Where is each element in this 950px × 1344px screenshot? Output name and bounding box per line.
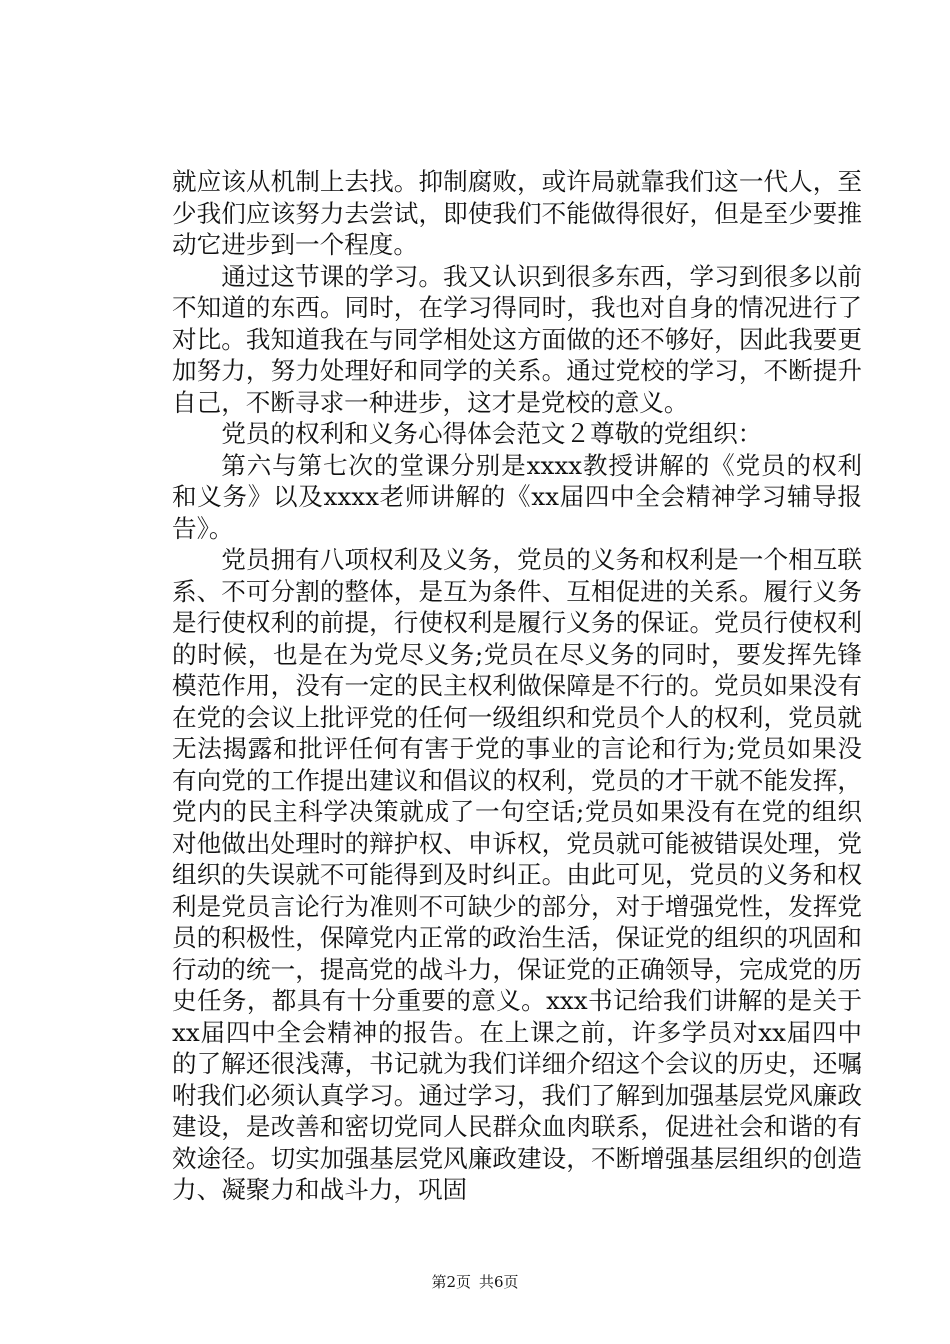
page-number: 第2页 [431,1273,471,1291]
page-footer [0,1272,950,1292]
paragraph-5: 党员拥有八项权利及义务，党员的义务和权利是一个相互联系、不可分割的整体，是互为条件、互相促进的关系。履行义务是行使权利的前提，行使权利是履行义务的保证。党员行使权利的时候，也是在为党尽义务;党员在尽义务的同时，要发挥先锋模范作用，没有一定的民主权利做保障是不行的。党员如果没有在党的会议上批评党的任何一级组织和党员个人的权利，党员就无法揭露和批评任何有害于党的事业的言论和行为;党员如果没有向党的工作提出建议和倡议的权利，党员的才干就不能发挥，党内的民主科学决策就成了一句空话;党员如果没有在党的组织对他做出处理时的辩护权、申诉权，党员就可能被错误处理，党组织的失误就不可能得到及时纠正。由此可见，党员的义务和权利是党员言论行为准则不可缺少的部分，对于增强党性，发挥党员的积极性，保障党内正常的政治生活，保证党的组织的巩固和行动的统一，提高党的战斗力，保证党的正确领导，完成党的历史任务，都具有十分重要的意义。xxx书记给我们讲解的是关于xx届四中全会精神的报告。在上课之前，许多学员对xx届四中的了解还很浅薄，书记就为我们详细介绍这个会议的历史，还嘱咐我们必须认真学习。通过学习，我们了解到加强基层党风廉政建设，是改善和密切党同人民群众血肉联系，促进社会和谐的有效途径。切实加强基层党风廉政建设，不断增强基层组织的创造力、凝聚力和战斗力，巩固 [172,545,862,1204]
paragraph-1: 就应该从机制上去找。抑制腐败，或许局就靠我们这一代人，至少我们应该努力去尝试，即使我们不能做得很好，但是至少要推动它进步到一个程度。 [172,167,862,259]
document-body [172,166,862,1206]
paragraph-3: 党员的权利和义务心得体会范文２尊敬的党组织： [221,419,763,448]
page-total: 共6页 [479,1273,519,1291]
paragraph-4: 第六与第七次的堂课分别是xxxx教授讲解的《党员的权利和义务》以及xxxx老师讲解的《xx届四中全会精神学习辅导报告》。 [172,450,862,543]
paragraph-2: 通过这节课的学习。我又认识到很多东西，学习到很多以前不知道的东西。同时，在学习得同时，我也对自身的情况进行了对比。我知道我在与同学相处这方面做的还不够好，因此我要更加努力，努力处理好和同学的关系。通过党校的学习，不断提升自己，不断寻求一种进步，这才是党校的意义。 [172,261,862,417]
